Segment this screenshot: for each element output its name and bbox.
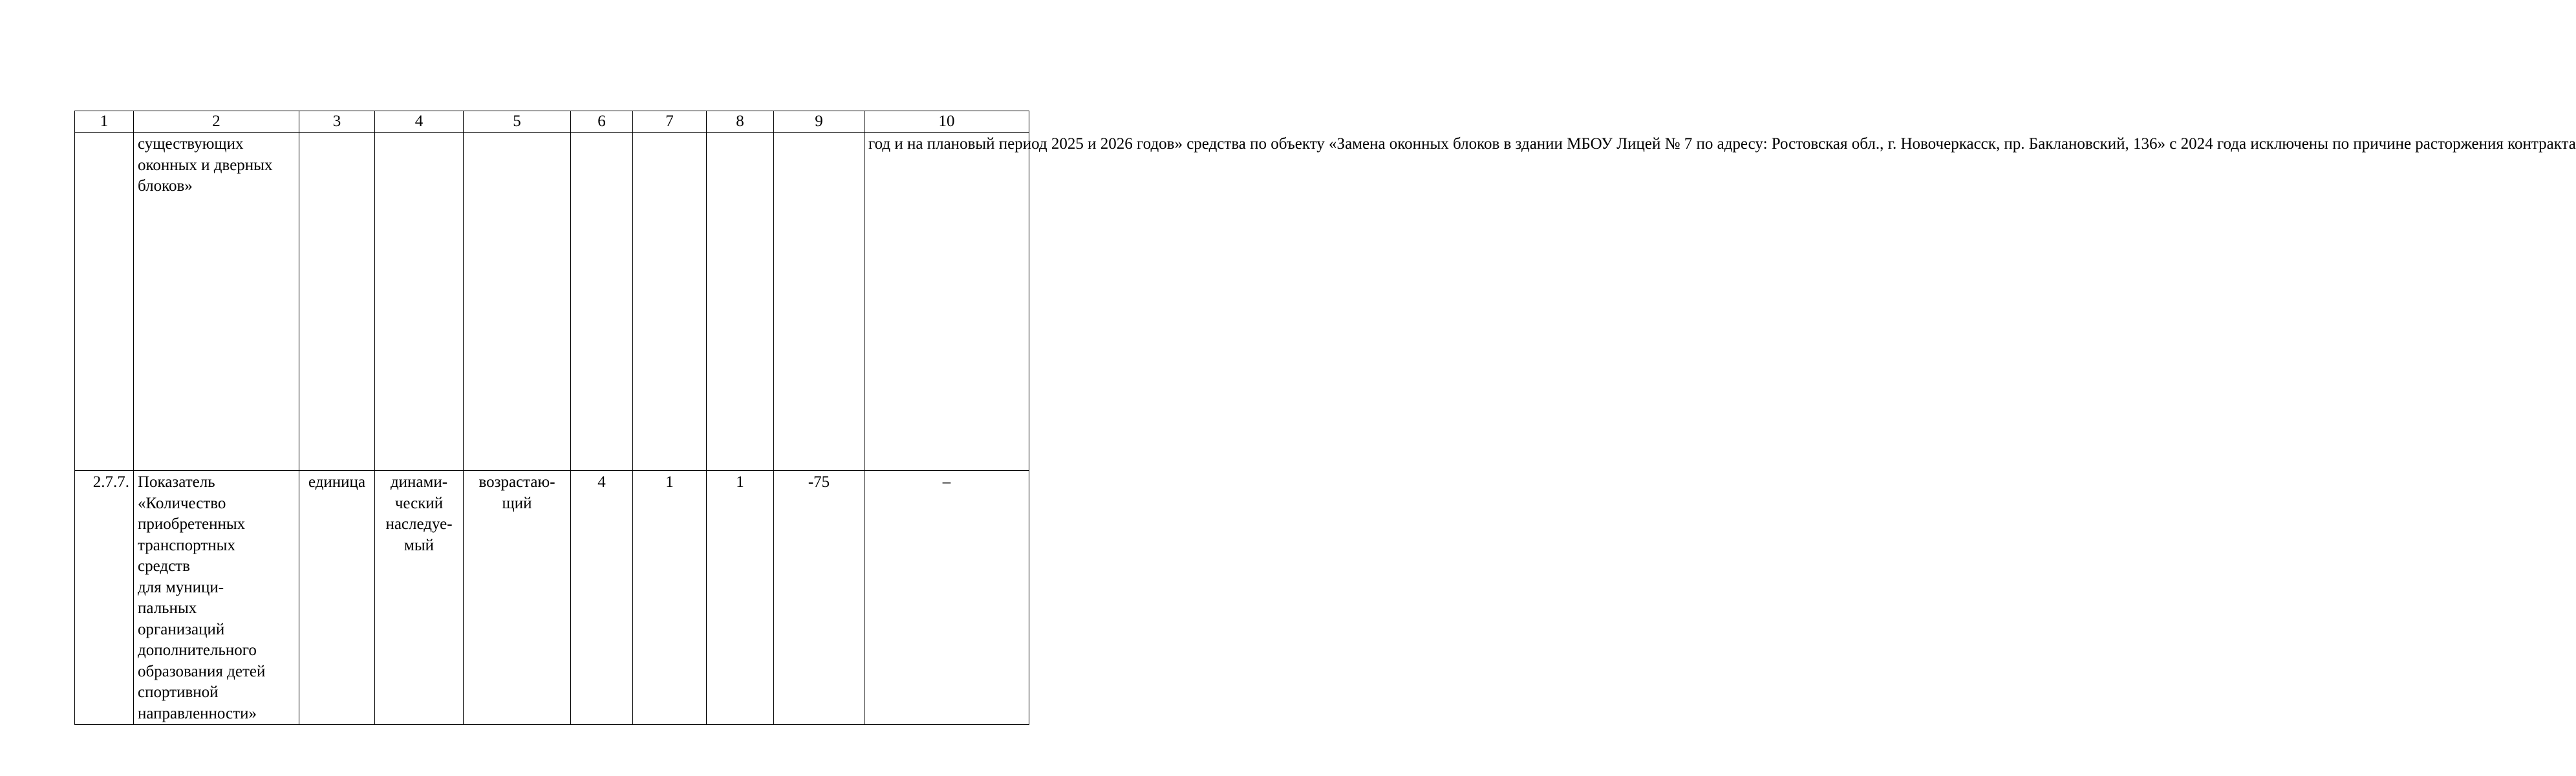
table-row-continuation xyxy=(75,133,1029,471)
indicator-type-cell: динами- ческий наследуе- мый xyxy=(375,471,464,725)
column-header-10: 10 xyxy=(864,111,1029,133)
column-header-5: 5 xyxy=(464,111,571,133)
indicator-table xyxy=(74,111,2576,725)
trend-cell: возрастаю- щий xyxy=(464,471,571,725)
column-header-7: 7 xyxy=(633,111,707,133)
number-cell xyxy=(75,133,134,471)
column-header-3: 3 xyxy=(299,111,375,133)
type-cell xyxy=(375,133,464,471)
col6-value-cell: 4 xyxy=(571,471,633,725)
col8-cell xyxy=(707,133,774,471)
column-header-2: 2 xyxy=(134,111,299,133)
row-number-cell: 2.7.7. xyxy=(75,471,134,725)
indicator-name-cell: существующих оконных и дверных блоков» xyxy=(134,133,299,471)
unit-cell xyxy=(299,133,375,471)
column-number-row xyxy=(75,111,1029,133)
column-header-4: 4 xyxy=(375,111,464,133)
note-cell: год и на плановый период 2025 и 2026 годов» средства по объекту «Замена оконных блоков в здании МБОУ Лицей № 7 по адресу: Ростовская обл., г. Новочеркасск, пр. Баклановский, 136» с 2024 года исключены по причине расторжения контракта xyxy=(864,133,1029,471)
col7-cell xyxy=(633,133,707,471)
trend-cell xyxy=(464,133,571,471)
unit-cell: единица xyxy=(299,471,375,725)
table-row-2-7-7 xyxy=(75,471,1029,725)
col8-value-cell: 1 xyxy=(707,471,774,725)
column-header-6: 6 xyxy=(571,111,633,133)
note-cell: – xyxy=(864,471,1029,725)
indicator-name-cell: Показатель «Количество приобретенных транспортных средств для муници- пальных организаций дополнительного образования детей спортивной направленности» xyxy=(134,471,299,725)
col9-cell xyxy=(774,133,864,471)
column-header-8: 8 xyxy=(707,111,774,133)
column-header-9: 9 xyxy=(774,111,864,133)
col6-cell xyxy=(571,133,633,471)
col9-value-cell: -75 xyxy=(774,471,864,725)
column-header-1: 1 xyxy=(75,111,134,133)
col7-value-cell: 1 xyxy=(633,471,707,725)
